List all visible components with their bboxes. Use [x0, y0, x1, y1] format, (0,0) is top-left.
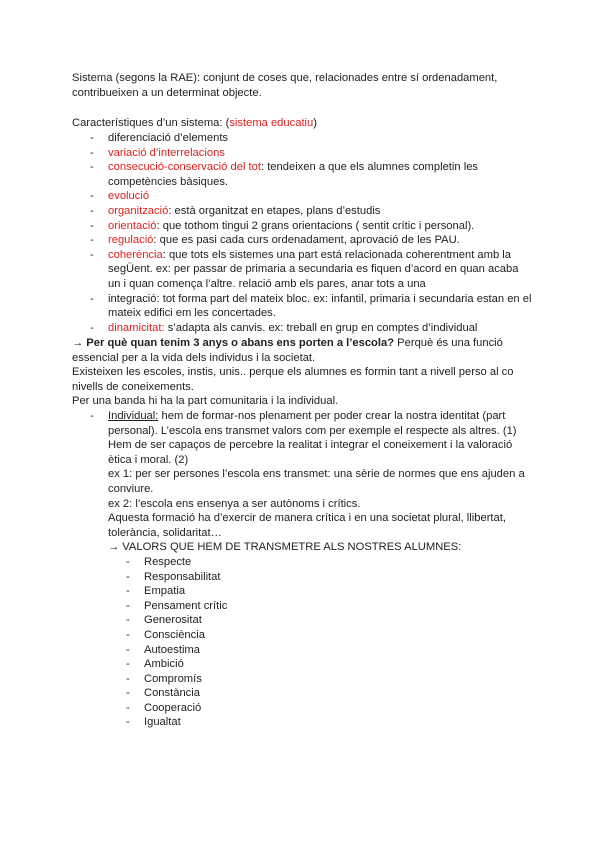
list-item [72, 219, 532, 234]
characteristics-list [72, 131, 532, 335]
list-item [72, 321, 532, 336]
question-paragraph [72, 336, 532, 365]
item-keyword: orientació [108, 219, 157, 232]
list-item [72, 189, 532, 204]
list-item [72, 248, 532, 292]
formation-text: Aquesta formació ha d’exercir de manera crítica i en una societat plural, llibertat, tolerància, solidaritat… [108, 512, 506, 539]
item-keyword: dinamicitat: [108, 321, 168, 334]
list-item: - Generositat [108, 613, 532, 628]
list-item [72, 160, 532, 189]
characteristics-heading-red: sistema educatiu [229, 117, 314, 129]
list-item: - Empatia [108, 584, 532, 599]
values-heading: → VALORS QUE HEM DE TRANSMETRE ALS NOSTRES ALUMNES: [108, 541, 462, 554]
example-2: ex 2: l’escola ens ensenya a ser autònoms i crítics. [108, 497, 361, 510]
characteristics-heading [72, 116, 532, 131]
list-item: - Compromís [108, 672, 532, 687]
item-text: integració: tot forma part del mateix bloc. ex: infantil, primaria i secundaria estan en el mateix edifici em les concertades. [108, 292, 532, 320]
list-item [72, 292, 532, 321]
item-text: : tendeixen a que els alumnes completin les competències bàsiques. [108, 161, 479, 188]
list-item [72, 409, 532, 730]
question-rest: Perquè és una funció essencial per a la vida dels individus i la societat. [72, 337, 503, 364]
item-text: s’adapta als canvis. ex: treball en grup en comptes d’individual [167, 321, 478, 334]
intro-paragraph: Sistema (segons la RAE): conjunt de coses que, relacionades entre sí ordenadament, contribueixen a un determinat objecte. [72, 72, 498, 99]
example-1: ex 1: per ser persones l’escola ens transmet: una sèrie de normes que ens ajuden a conviure. [108, 468, 525, 495]
list-item [72, 131, 532, 146]
list-item: - Pensament crític [108, 599, 532, 614]
community-paragraph: Per una banda hi ha la part comunitaria i la individual. [72, 395, 339, 407]
characteristics-heading-suffix: ) [313, 117, 317, 129]
list-item [72, 146, 532, 161]
item-keyword: variació d’interrelacions [108, 146, 225, 159]
item-keyword: coherència [108, 248, 163, 261]
individual-label: Individual: [108, 410, 159, 422]
item-text: : que es pasi cada curs ordenadament, aprovació de les PAU. [153, 234, 460, 247]
item-text: : que tothom tingui 2 grans orientacions ( sentit crític i personal). [156, 219, 475, 232]
item-keyword: evolució [108, 190, 150, 203]
list-item: - Autoestima [108, 643, 532, 658]
characteristics-heading-prefix: Característiques d’un sistema: ( [72, 117, 230, 129]
item-keyword: organització [108, 204, 169, 217]
list-item: - Igualtat [108, 715, 532, 730]
list-item: - Consciència [108, 628, 532, 643]
item-keyword: regulació [108, 234, 154, 247]
question-bold: → Per què quan tenim 3 anys o abans ens porten a l’escola? [72, 337, 395, 349]
list-item: - Responsabilitat [108, 570, 532, 585]
list-item: - Respecte [108, 555, 532, 570]
individual-list [72, 409, 532, 730]
list-item [72, 204, 532, 219]
item-text: : que tots els sistemes una part está relacionada coherentment amb la segÜent. ex: per passar de primaria a secundaria es fiquen d’acord en quan acaba un i quan comença l’altre. relació amb els pares, anar tots a una [108, 248, 519, 290]
list-item: - Constància [108, 686, 532, 701]
item-keyword: consecució-conservació del tot [108, 161, 261, 174]
values-list [108, 555, 532, 730]
item-text: : està organitzat en etapes, plans d’estudis [168, 204, 381, 217]
individual-text: hem de formar-nos plenament per poder crear la nostra identitat (part personal). L’escola ens transmet valors com per exemple el respecte als altres. (1) Hem de ser capaços de percebre la realitat i integrar el coneixement i la valoració ètica i moral. (2) [108, 410, 517, 466]
list-item: - Cooperació [108, 701, 532, 716]
list-item [72, 233, 532, 248]
item-text: diferenciació d’elements [108, 132, 229, 144]
list-item: - Ambició [108, 657, 532, 672]
schools-paragraph: Existeixen les escoles, instis, unis.. perque els alumnes es formin tant a nivell perso al co nivells de coneixements. [72, 366, 514, 393]
